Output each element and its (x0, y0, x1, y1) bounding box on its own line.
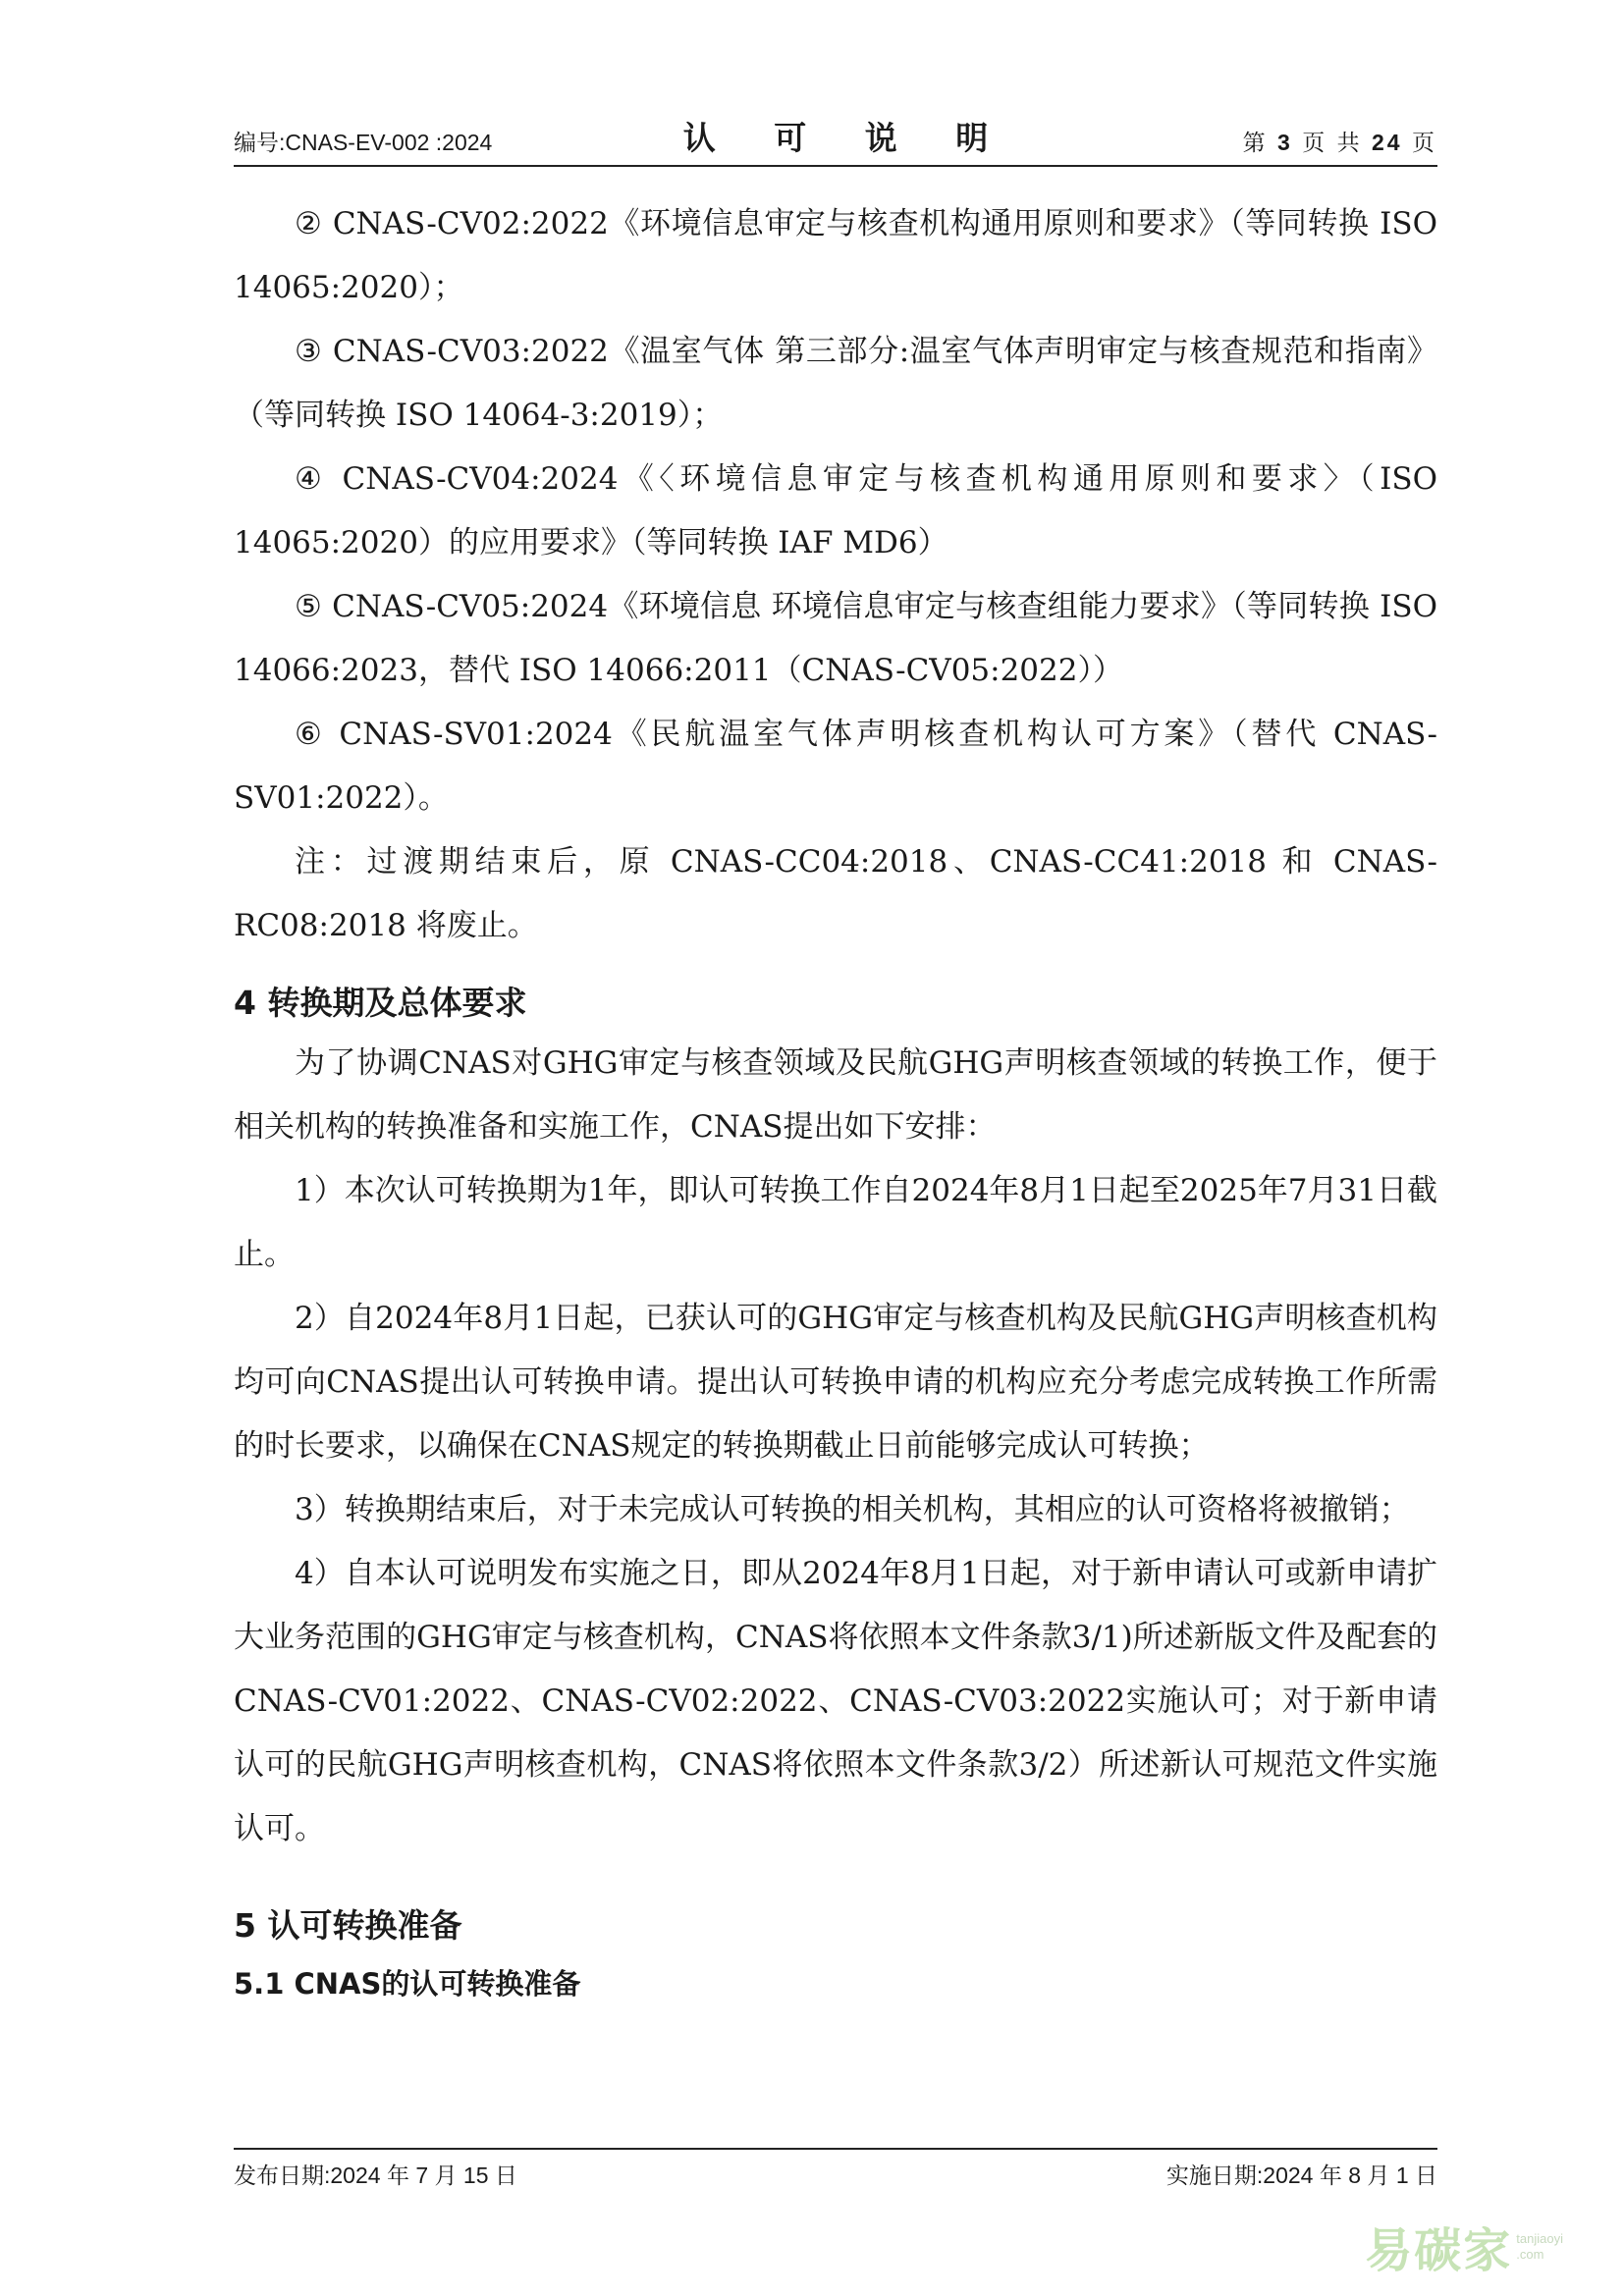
watermark-logo: 易碳家 (1365, 2223, 1513, 2278)
list-item-cv05: ⑤ CNAS-CV05:2024《环境信息 环境信息审定与核查组能力要求》（等同转换 ISO 14066:2023，替代 ISO 14066:2011（CNAS-CV05:2022）） (234, 589, 1437, 688)
list-item-sv01: ⑥ CNAS-SV01:2024《民航温室气体声明核查机构认可方案》（替代 CNAS-SV01:2022）。 (234, 717, 1437, 816)
list-item-cv04: ④ CNAS-CV04:2024《〈环境信息审定与核查机构通用原则和要求〉（ISO 14065:2020）的应用要求》（等同转换 IAF MD6） (234, 461, 1437, 561)
section-4-item-1: 1）本次认可转换期为1年，即认可转换工作自2024年8月1日起至2025年7月31日截止。 (234, 1173, 1437, 1272)
section-5-heading: 5 认可转换准备 (234, 1906, 462, 1945)
document-code: 编号:CNAS-EV-002 :2024 (234, 130, 493, 155)
list-item-cv02: ② CNAS-CV02:2022《环境信息审定与核查机构通用原则和要求》（等同转换 ISO 14065:2020）； (234, 206, 1437, 305)
section-4-item-3: 3）转换期结束后，对于未完成认可转换的相关机构，其相应的认可资格将被撤销； (295, 1492, 1410, 1527)
page-number: 第 3 页 共 24 页 (1242, 130, 1437, 155)
page-header (234, 114, 1437, 167)
page-footer (234, 2148, 1437, 2197)
section-4-heading: 4 转换期及总体要求 (234, 984, 527, 1022)
site-watermark (1365, 2213, 1563, 2280)
transition-note: 注：过渡期结束后，原 CNAS-CC04:2018、CNAS-CC41:2018 和 CNAS-RC08:2018 将废止。 (234, 844, 1437, 943)
section-4-item-2: 2）自2024年8月1日起，已获认可的GHG审定与核查机构及民航GHG声明核查机构均可向CNAS提出认可转换申请。提出认可转换申请的机构应充分考虑完成转换工作所需的时长要求，以确保在CNAS规定的转换期截止日前能够完成认可转换； (234, 1301, 1437, 1464)
issue-date: 发布日期:2024 年 7 月 15 日 (234, 2163, 517, 2188)
document-body (234, 192, 1437, 2002)
section-4-item-4: 4）自本认可说明发布实施之日，即从2024年8月1日起，对于新申请认可或新申请扩大业务范围的GHG审定与核查机构，CNAS将依照本文件条款3/1)所述新版文件及配套的CNAS-CV01:2022、CNAS-CV02:2022、CNAS-CV03:2022实施认可；对于新申请认可的民航GHG声明核查机构，CNAS将依照本文件条款3/2）所述新认可规范文件实施认可。 (234, 1556, 1437, 1846)
section-4-intro: 为了协调CNAS对GHG审定与核查领域及民航GHG声明核查领域的转换工作，便于相关机构的转换准备和实施工作，CNAS提出如下安排： (234, 1045, 1437, 1145)
list-item-cv03: ③ CNAS-CV03:2022《温室气体 第三部分:温室气体声明审定与核查规范和指南》（等同转换 ISO 14064-3:2019）； (234, 334, 1437, 433)
watermark-domain: tanjiaoyi .com (1516, 2230, 1563, 2262)
effective-date: 实施日期:2024 年 8 月 1 日 (1165, 2163, 1437, 2188)
section-5-1-heading: 5.1 CNAS的认可转换准备 (234, 1967, 581, 2001)
document-title: 认 可 说 明 (682, 119, 1012, 157)
